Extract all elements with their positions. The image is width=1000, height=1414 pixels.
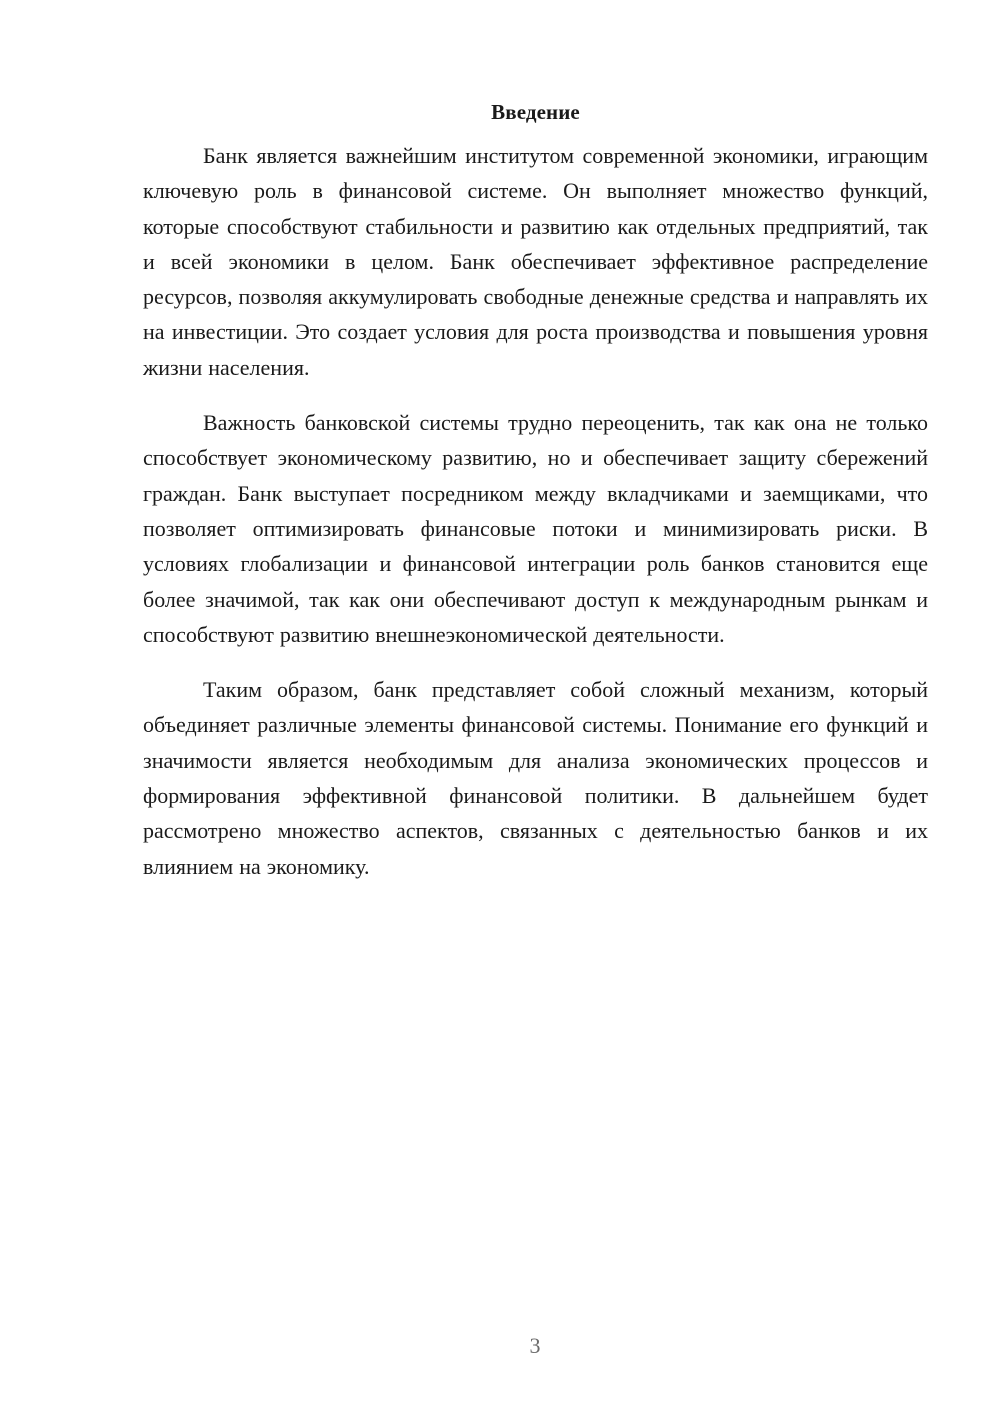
- paragraph-3: Таким образом, банк представляет собой сложный механизм, который объединяет различные элементы финансовой системы. Понимание его функций и значимости является необходимым для анализа экономических процессов и формирования эффективной финансовой политики. В дальнейшем будет рассмотрено множество аспектов, связанных с деятельностью банков и их влиянием на экономику.: [143, 677, 928, 879]
- paragraph-1: Банк является важнейшим институтом современной экономики, играющим ключевую роль в финансовой системе. Он выполняет множество функций, которые способствуют стабильности и развитию как отдельных предприятий, так и всей экономики в целом. Банк обеспечивает эффективное распределение ресурсов, позволяя аккумулировать свободные денежные средства и направлять их на инвестиции. Это создает условия для роста производства и повышения уровня жизни населения.: [143, 143, 928, 380]
- page-content: [143, 96, 928, 884]
- page-number: 3: [529, 1333, 541, 1358]
- section-title: Введение: [491, 100, 580, 124]
- paragraph-2: Важность банковской системы трудно переоценить, так как она не только способствует экономическому развитию, но и обеспечивает защиту сбережений граждан. Банк выступает посредником между вкладчиками и заемщиками, что позволяет оптимизировать финансовые потоки и минимизировать риски. В условиях глобализации и финансовой интеграции роль банков становится еще более значимой, так как они обеспечивают доступ к международным рынкам и способствуют развитию внешнеэкономической деятельности.: [143, 410, 928, 647]
